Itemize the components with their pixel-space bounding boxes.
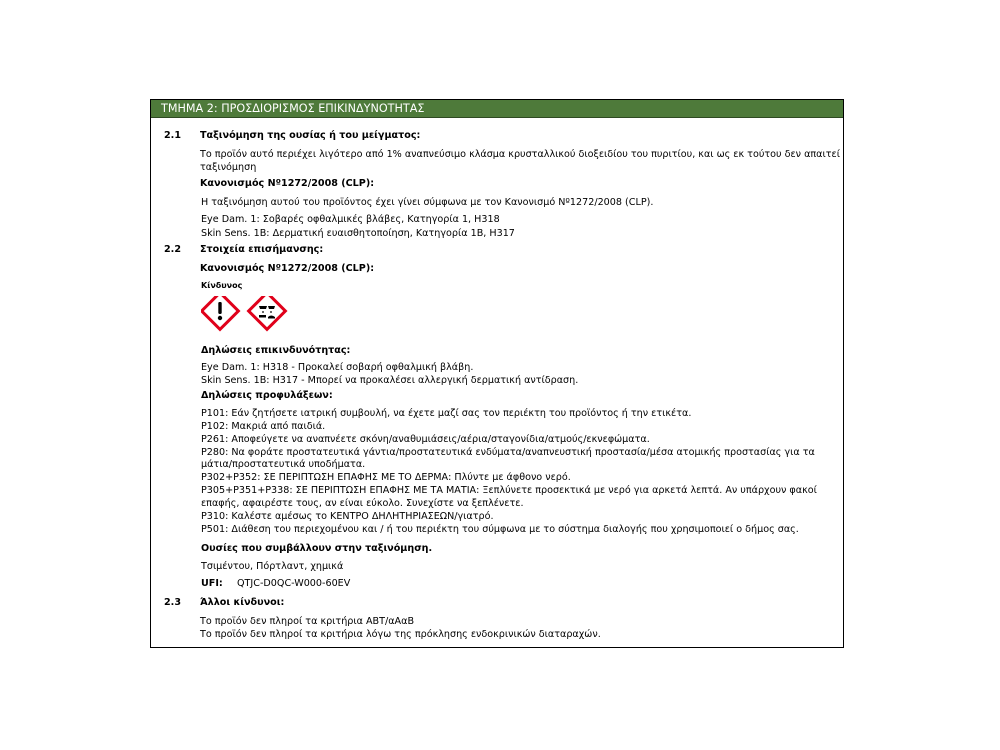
- precaution-p280-cont: μάτια/προστατευτικά υποδήματα.: [201, 459, 366, 470]
- section-number-2-1: 2.1: [164, 130, 181, 141]
- hazard-statements-heading: Δηλώσεις επικινδυνότητας:: [201, 345, 351, 356]
- ufi-value: QTJC-D0QC-W000-60EV: [237, 578, 351, 589]
- clp-regulation-heading: Κανονισμός Nº1272/2008 (CLP):: [200, 178, 375, 189]
- classification-heading: Ταξινόμηση της ουσίας ή του μείγματος:: [200, 130, 421, 141]
- precautionary-statements-heading: Δηλώσεις προφυλάξεων:: [201, 390, 333, 401]
- contributing-substances-heading: Ουσίες που συμβάλλουν στην ταξινόμηση.: [201, 543, 433, 554]
- signal-word: Κίνδυνος: [201, 281, 243, 290]
- label-clp-regulation-heading: Κανονισμός Nº1272/2008 (CLP):: [200, 263, 375, 274]
- precaution-p302-p352: P302+P352: ΣΕ ΠΕΡΙΠΤΩΣΗ ΕΠΑΦΗΣ ΜΕ ΤΟ ΔΕΡΜΑ: Πλύντε με άφθονο νερό.: [201, 472, 571, 483]
- other-hazards-heading: Άλλοι κίνδυνοι:: [200, 597, 285, 608]
- contributing-substances-text: Τσιμέντου, Πόρτλαντ, χημικά: [201, 561, 344, 572]
- section-title: ΤΜΗΜΑ 2: ΠΡΟΣΔΙΟΡΙΣΜΟΣ ΕΠΙΚΙΝΔΥΝΟΤΗΤΑΣ: [151, 100, 843, 118]
- other-hazard-pbt: Το προϊόν δεν πληροί τα κριτήρια ΑΒΤ/αΑαΒ: [200, 616, 415, 627]
- classification-text: Η ταξινόμηση αυτού του προϊόντος έχει γίνει σύμφωνα με τον Κανονισμό Nº1272/2008 (CLP).: [201, 197, 654, 208]
- precaution-p305-cont: επαφής, αφαιρέστε τους, αν είναι εύκολο. Συνεχίστε να ξεπλένετε.: [201, 498, 524, 509]
- label-elements-heading: Στοιχεία επισήμανσης:: [200, 244, 324, 255]
- precaution-p305-p351-p338: P305+P351+P338: ΣΕ ΠΕΡΙΠΤΩΣΗ ΕΠΑΦΗΣ ΜΕ ΤΑ ΜΑΤΙΑ: Ξεπλύνετε προσεκτικά με νερό για αρκετά λεπτά. Αν υπάρχουν φακοί: [201, 485, 817, 496]
- precaution-p501: P501: Διάθεση του περιεχομένου και / ή του περιέκτη του σύμφωνα με το σύστημα διαλογής που χρησιμοποιεί ο δήμος σας.: [201, 524, 799, 535]
- hazard-statement-h318: Eye Dam. 1: H318 - Προκαλεί σοβαρή οφθαλμική βλάβη.: [201, 362, 474, 373]
- precaution-p261: P261: Αποφεύγετε να αναπνέετε σκόνη/αναθυμιάσεις/αέρια/σταγονίδια/ατμούς/εκνεφώματα.: [201, 434, 650, 445]
- intro-line-1: Το προϊόν αυτό περιέχει λιγότερο από 1% αναπνεύσιμο κλάσμα κρυσταλλικού διοξειδίου του πυριτίου, και ως εκ τούτου δεν απαιτεί: [200, 149, 840, 160]
- intro-line-2: ταξινόμηση: [200, 162, 257, 173]
- section-number-2-3: 2.3: [164, 597, 181, 608]
- sds-section-2: [150, 99, 844, 648]
- precaution-p310: P310: Καλέστε αμέσως το ΚΕΝΤΡΟ ΔΗΛΗΤΗΡΙΑΣΕΩΝ/γιατρό.: [201, 511, 494, 522]
- ghs-pictograms: [201, 296, 291, 336]
- exclamation-mark-icon: [202, 296, 239, 329]
- ufi-label: UFI:: [201, 578, 223, 589]
- class-skin-sens: Skin Sens. 1B: Δερματική ευαισθητοποίηση, Κατηγορία 1B, H317: [201, 228, 515, 239]
- hazard-statement-h317: Skin Sens. 1B: H317 - Μπορεί να προκαλέσει αλλεργική δερματική αντίδραση.: [201, 375, 579, 386]
- precaution-p102: P102: Μακριά από παιδιά.: [201, 421, 326, 432]
- precaution-p280: P280: Να φοράτε προστατευτικά γάντια/προστατευτικά ενδύματα/αναπνευστική προστασία/μέσα ατομικής προστασίας για τα: [201, 447, 815, 458]
- other-hazard-endocrine: Το προϊόν δεν πληροί τα κριτήρια λόγω της πρόκλησης ενδοκρινικών διαταραχών.: [200, 629, 601, 640]
- corrosion-icon: [249, 296, 286, 329]
- class-eye-dam: Eye Dam. 1: Σοβαρές οφθαλμικές βλάβες, Κατηγορία 1, H318: [201, 214, 500, 225]
- section-number-2-2: 2.2: [164, 244, 181, 255]
- precaution-p101: P101: Εάν ζητήσετε ιατρική συμβουλή, να έχετε μαζί σας τον περιέκτη του προϊόντος ή την ετικέτα.: [201, 408, 692, 419]
